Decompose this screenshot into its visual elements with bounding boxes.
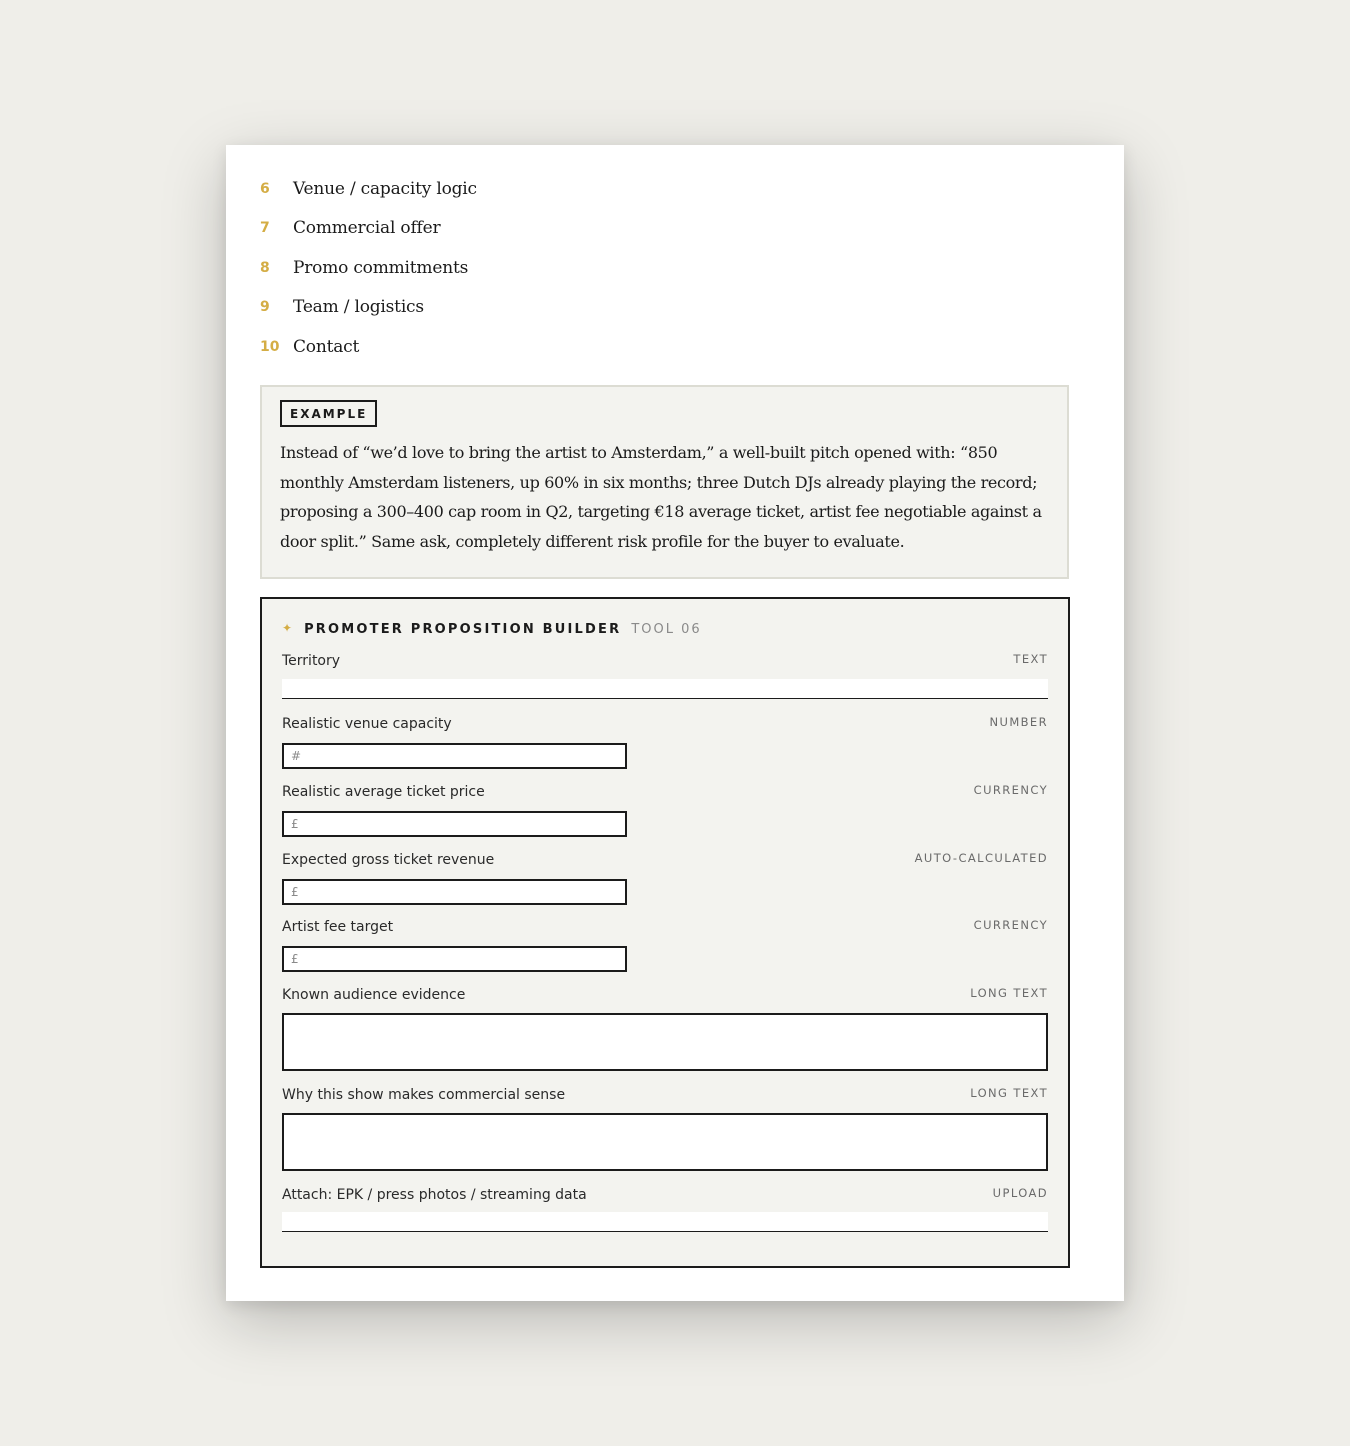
input-prefix: # [291,749,302,763]
field-label: Attach: EPK / press photos / streaming data [282,1187,587,1203]
input-prefix: £ [291,952,299,966]
toc-item-number: 6 [260,181,270,197]
gross-revenue-input[interactable] [282,879,627,905]
field-label: Realistic venue capacity [282,716,452,732]
field-type: NUMBER [989,715,1048,729]
tool-header [282,620,702,638]
example-callout [260,385,1069,579]
field-label: Territory [282,653,341,669]
upload-input[interactable] [282,1212,1048,1232]
audience-evidence-textarea[interactable] [282,1013,1048,1071]
commercial-sense-textarea[interactable] [282,1113,1048,1171]
territory-input[interactable] [282,679,1048,699]
sparkle-icon: ✦ [282,621,293,635]
toc-item-title: Commercial offer [293,218,441,239]
venue-capacity-input[interactable] [282,743,627,769]
toc-item-title: Team / logistics [293,297,424,318]
proposition-builder-tool [260,597,1070,1268]
example-tag: EXAMPLE [280,400,377,427]
input-prefix: £ [291,817,299,831]
toc-item-number: 10 [260,338,280,355]
artist-fee-input[interactable] [282,946,627,972]
toc-item-title: Contact [293,336,360,357]
document-page [226,145,1124,1301]
toc-item-title: Venue / capacity logic [293,179,477,199]
field-label: Realistic average ticket price [282,784,485,800]
field-type: LONG TEXT [970,1086,1048,1100]
field-type: CURRENCY [973,783,1048,797]
field-type: LONG TEXT [970,986,1048,1000]
ticket-price-input[interactable] [282,811,627,837]
field-type: UPLOAD [992,1186,1048,1200]
field-type: AUTO-CALCULATED [914,851,1048,865]
toc-item-title: Promo commitments [293,257,469,278]
tool-number: TOOL 06 [631,622,702,637]
field-label: Known audience evidence [282,987,466,1003]
field-label: Artist fee target [282,919,394,935]
input-prefix: £ [291,885,299,899]
example-text: Instead of “we’d love to bring the artist to Amsterdam,” a well-built pitch opened with: “850 monthly Amsterdam listeners, up 60% in six months; three Dutch DJs already playing the record; proposing a 300–400 cap room in Q2, targeting €18 average ticket, artist fee negotiable against a door split.” Same ask, completely different risk profile for the buyer to evaluate. [280,443,1042,551]
toc-item-number: 7 [260,220,270,237]
tool-title: PROMOTER PROPOSITION BUILDER [304,622,622,637]
toc-item-number: 9 [260,299,270,316]
field-type: TEXT [1013,652,1048,666]
field-label: Expected gross ticket revenue [282,852,495,868]
toc-item-number: 8 [260,259,270,276]
field-type: CURRENCY [973,918,1048,932]
field-label: Why this show makes commercial sense [282,1087,566,1103]
